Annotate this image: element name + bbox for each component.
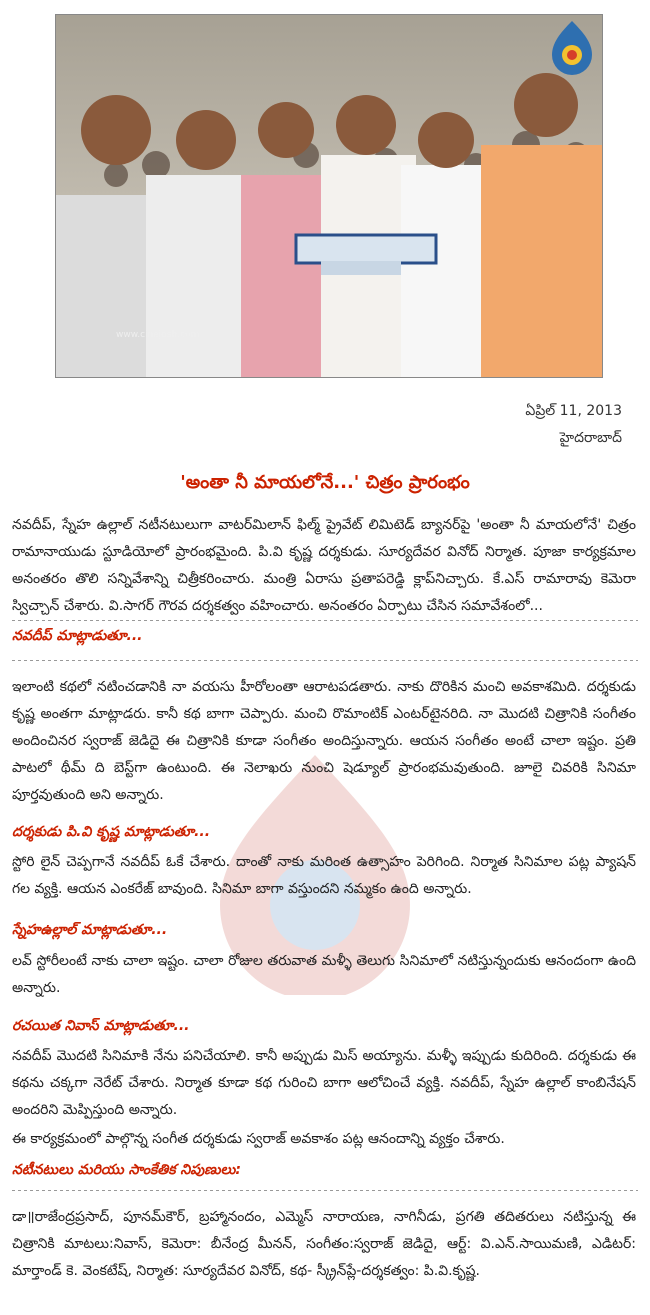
credits-body: డా॥రాజేంద్రప్రసాద్, పూనమ్‌కౌర్, బ్రహ్మానందం, ఎమ్మెస్ నారాయణ, నాగినీడు, ప్రగతి తదితరులు నటిస్తున్న ఈ చిత్రానికి మాటలు:నివాస్, కెమెరా: బీనేంద్ర మీనన్, సంగీతం:స్వరాజ్ జెడిదై, ఆర్ట్: వి.ఎన్.సాయిమణి, ఎడిటర్: మార్తాండ్ కె. వెంకటేష్, నిర్మాత: సూర్యదేవర వినోద్, కథ- స్క్రీన్‌ప్లే-దర్శకత్వం: పి.వి.కృష్ణ. (12, 1209, 636, 1279)
article-date: ఏప్రిల్ 11, 2013 (525, 403, 622, 419)
divider (12, 1190, 638, 1191)
section-body-navdeep: ఇలాంటి కథలో నటించడానికి నా వయసు హీరోలంతా ఆరాటపడతారు. నాకు దొరికిన మంచి అవకాశమిది. దర్శకుడు కృష్ణ అంతగా మాట్లాడరు. కానీ కథ బాగా చెప్పారు. మంచి రొమాంటిక్ ఎంటర్‌టైనరిది. నా మొదటి చిత్రానికి సంగీతం అందించినర స్వరాజ్ జెడిదై ఈ చిత్రానికి కూడా సంగీతం అందిస్తున్నారు. ఆయన సంగీతం అంటే చాలా ఇష్టం. ప్రతి పాటలో థీమ్ ది బెస్ట్‌గా ఉంటుంది. ఈ నెలాఖరు నుంచి షెడ్యూల్ ప్రారంభమవుతుంది. జూలై చివరికి సినిమా పూర్తవుతుంది అని అన్నారు. (12, 679, 636, 803)
event-photo (55, 14, 603, 378)
section-body-writer: నవదీప్ మొదటి సినిమాకి నేను పనిచేయాలి. కానీ అప్పుడు మిస్ అయ్యాను. మళ్ళీ ఇప్పుడు కుదిరింది. దర్శకుడు ఈ కథను చక్కగా నెరేట్ చేశారు. నిర్మాత కూడా కథ గురించి బాగా ఆలోచించే వ్యక్తి. నవదీప్, స్నేహ ఉల్లాల్ కాంబినేషన్ అందరిని మెప్పిస్తుంది అన్నారు. (12, 1048, 636, 1118)
section-body-director: స్టోరి లైన్ చెప్పగానే నవదీప్ ఓకే చేశారు. దాంతో నాకు మరింత ఉత్సాహం పెరిగింది. నిర్మాత సినిమాల పట్ల ప్యాషన్ గల వ్యక్తి. ఆయన ఎంకరేజ్ బావుంది. సినిమా బాగా వస్తుందని నమ్మకం ఉంది అన్నారు. (12, 854, 636, 897)
section-heading-navdeep: నవదీప్ మాట్లాడుతూ... (12, 628, 143, 644)
closing-paragraph: ఈ కార్యక్రమంలో పాల్గొన్న సంగీత దర్శకుడు స్వరాజ్ అవకాశం పట్ల ఆనందాన్ని వ్యక్తం చేశారు. (12, 1131, 505, 1147)
article-place: హైదరాబాద్ (559, 430, 622, 446)
photo-watermark-text: www.cinejosh.com (116, 330, 200, 340)
article-headline: 'అంతా నీ మాయలోనే...' చిత్రం ప్రారంభం (180, 472, 470, 493)
site-logo-icon (548, 19, 596, 77)
section-body-sneha: లవ్ స్టోరీలంటే నాకు చాలా ఇష్టం. చాలా రోజుల తరువాత మళ్ళీ తెలుగు సినిమాలో నటిస్తున్నందుకు ఆనందంగా ఉంది అన్నారు. (12, 953, 636, 996)
dateline (525, 398, 622, 452)
section-heading-director: దర్శకుడు పి.వి కృష్ణ మాట్లాడుతూ... (12, 824, 211, 840)
event-photo-illustration (56, 15, 603, 378)
section-heading-writer: రచయిత నివాస్ మాట్లాడుతూ... (12, 1018, 190, 1034)
divider (12, 620, 638, 621)
intro-paragraph: నవదీప్, స్నేహ ఉల్లాల్ నటీనటులుగా వాటర్‌మిలాన్ ఫిల్మ్ ప్రైవేట్ లిమిటెడ్ బ్యానర్‌పై 'అంతా నీ మాయలోనే' చిత్రం రామానాయుడు స్టూడియోలో ప్రారంభమైంది. పి.వి కృష్ణ దర్శకుడు. సూర్యదేవర వినోద్ నిర్మాత. పూజా కార్యక్రమాల అనంతరం తొలి సన్నివేశాన్ని చిత్రీకరించారు. మంత్రి ఏరాసు ప్రతాపరెడ్డి క్లాప్‌నిచ్చారు. కే.ఎస్ రామారావు కెమెరా స్విచ్చాన్ చేశారు. వి.సాగర్ గౌరవ దర్శకత్వం వహించారు. అనంతరం ఏర్పాటు చేసిన సమావేశంలో... (12, 517, 636, 614)
credits-heading: నటీనటులు మరియు సాంకేతిక నిపుణులు: (12, 1162, 241, 1178)
divider (12, 660, 638, 661)
section-heading-sneha: స్నేహఉల్లాల్ మాట్లాడుతూ... (12, 922, 168, 938)
